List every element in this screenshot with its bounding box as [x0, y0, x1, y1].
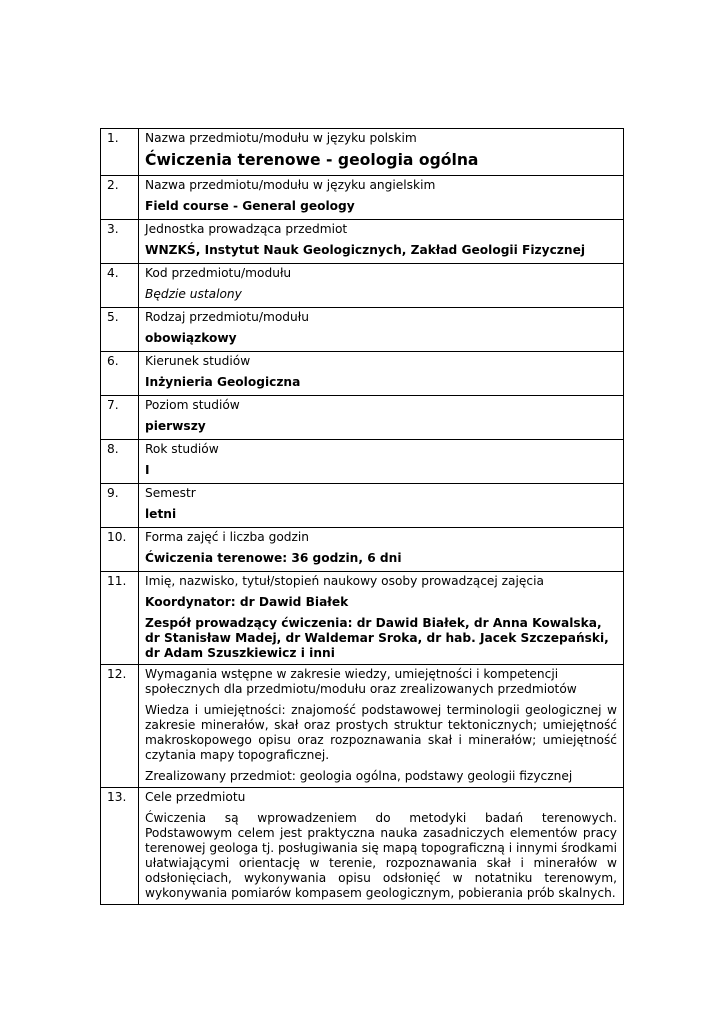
table-row	[101, 788, 624, 905]
row-number: 9.	[101, 484, 139, 528]
row-content	[139, 264, 624, 308]
table-row	[101, 665, 624, 788]
row-number: 10.	[101, 528, 139, 572]
row-number: 12.	[101, 665, 139, 788]
teaching-team: Zespół prowadzący ćwiczenia: dr Dawid Białek, dr Anna Kowalska, dr Stanisław Madej, dr Waldemar Sroka, dr hab. Jacek Szczepański, dr Adam Szuszkiewicz i inni	[145, 616, 609, 660]
row-number: 1.	[101, 129, 139, 176]
table-row	[101, 440, 624, 484]
row-label: Imię, nazwisko, tytuł/stopień naukowy osoby prowadzącej zajęcia	[145, 574, 544, 588]
course-type: obowiązkowy	[145, 331, 237, 345]
table-row	[101, 308, 624, 352]
row-label: Forma zajęć i liczba godzin	[145, 530, 310, 544]
row-label: Kod przedmiotu/modułu	[145, 266, 292, 280]
row-label: Cele przedmiotu	[145, 790, 246, 804]
row-label: Rok studiów	[145, 442, 219, 456]
row-number: 3.	[101, 220, 139, 264]
row-content	[139, 308, 624, 352]
row-label: Kierunek studiów	[145, 354, 251, 368]
syllabus-table	[100, 128, 624, 905]
row-label: Jednostka prowadząca przedmiot	[145, 222, 348, 236]
table-row	[101, 176, 624, 220]
row-label: Nazwa przedmiotu/modułu w języku polskim	[145, 131, 417, 145]
row-content	[139, 440, 624, 484]
table-row	[101, 352, 624, 396]
study-level: pierwszy	[145, 419, 206, 433]
course-title-en: Field course - General geology	[145, 199, 355, 213]
row-label: Rodzaj przedmiotu/modułu	[145, 310, 309, 324]
row-content	[139, 220, 624, 264]
row-label: Poziom studiów	[145, 398, 240, 412]
row-content	[139, 665, 624, 788]
table-row	[101, 528, 624, 572]
table-row	[101, 129, 624, 176]
prerequisites-completed: Zrealizowany przedmiot: geologia ogólna, podstawy geologii fizycznej	[145, 769, 573, 783]
semester: letni	[145, 507, 177, 521]
row-content	[139, 788, 624, 905]
row-label: Wymagania wstępne w zakresie wiedzy, umiejętności i kompetencji społecznych dla przedmiotu/modułu oraz zrealizowanych przedmiotów	[145, 667, 577, 696]
course-code: Będzie ustalony	[145, 287, 242, 301]
course-title-pl: Ćwiczenia terenowe - geologia ogólna	[145, 151, 479, 169]
class-hours: Ćwiczenia terenowe: 36 godzin, 6 dni	[145, 551, 402, 565]
coordinator: Koordynator: dr Dawid Białek	[145, 595, 349, 609]
row-content	[139, 352, 624, 396]
row-number: 13.	[101, 788, 139, 905]
row-label: Nazwa przedmiotu/modułu w języku angielskim	[145, 178, 436, 192]
row-content	[139, 528, 624, 572]
table-row	[101, 264, 624, 308]
unit-value: WNZKŚ, Instytut Nauk Geologicznych, Zakład Geologii Fizycznej	[145, 243, 586, 257]
row-number: 7.	[101, 396, 139, 440]
field-of-study: Inżynieria Geologiczna	[145, 375, 301, 389]
row-content	[139, 484, 624, 528]
row-number: 2.	[101, 176, 139, 220]
row-content	[139, 176, 624, 220]
row-content	[139, 396, 624, 440]
row-number: 6.	[101, 352, 139, 396]
prerequisites-knowledge: Wiedza i umiejętności: znajomość podstawowej terminologii geologicznej w zakresie minerałów, skał oraz prostych struktur tektonicznych; umiejętność makroskopowego opisu oraz rozpoznawania skał i minerałów; umiejętność czytania mapy topograficznej.	[145, 703, 617, 762]
table-row	[101, 572, 624, 665]
table-row	[101, 220, 624, 264]
study-year: I	[145, 463, 150, 477]
table-row	[101, 396, 624, 440]
row-number: 5.	[101, 308, 139, 352]
row-number: 4.	[101, 264, 139, 308]
course-objectives: Ćwiczenia są wprowadzeniem do metodyki badań terenowych. Podstawowym celem jest praktyczna nauka zasadniczych elementów pracy terenowej geologa tj. posługiwania się mapą topograficzną i innymi środkami ułatwiającymi orientację w terenie, rozpoznawania skał i minerałów w odsłonięciach, wykonywania opisu odsłonięć w notatniku terenowym, wykonywania pomiarów kompasem geologicznym, pobierania prób skalnych.	[145, 811, 617, 900]
table-row	[101, 484, 624, 528]
row-label: Semestr	[145, 486, 196, 500]
row-number: 11.	[101, 572, 139, 665]
row-number: 8.	[101, 440, 139, 484]
row-content	[139, 129, 624, 176]
row-content	[139, 572, 624, 665]
